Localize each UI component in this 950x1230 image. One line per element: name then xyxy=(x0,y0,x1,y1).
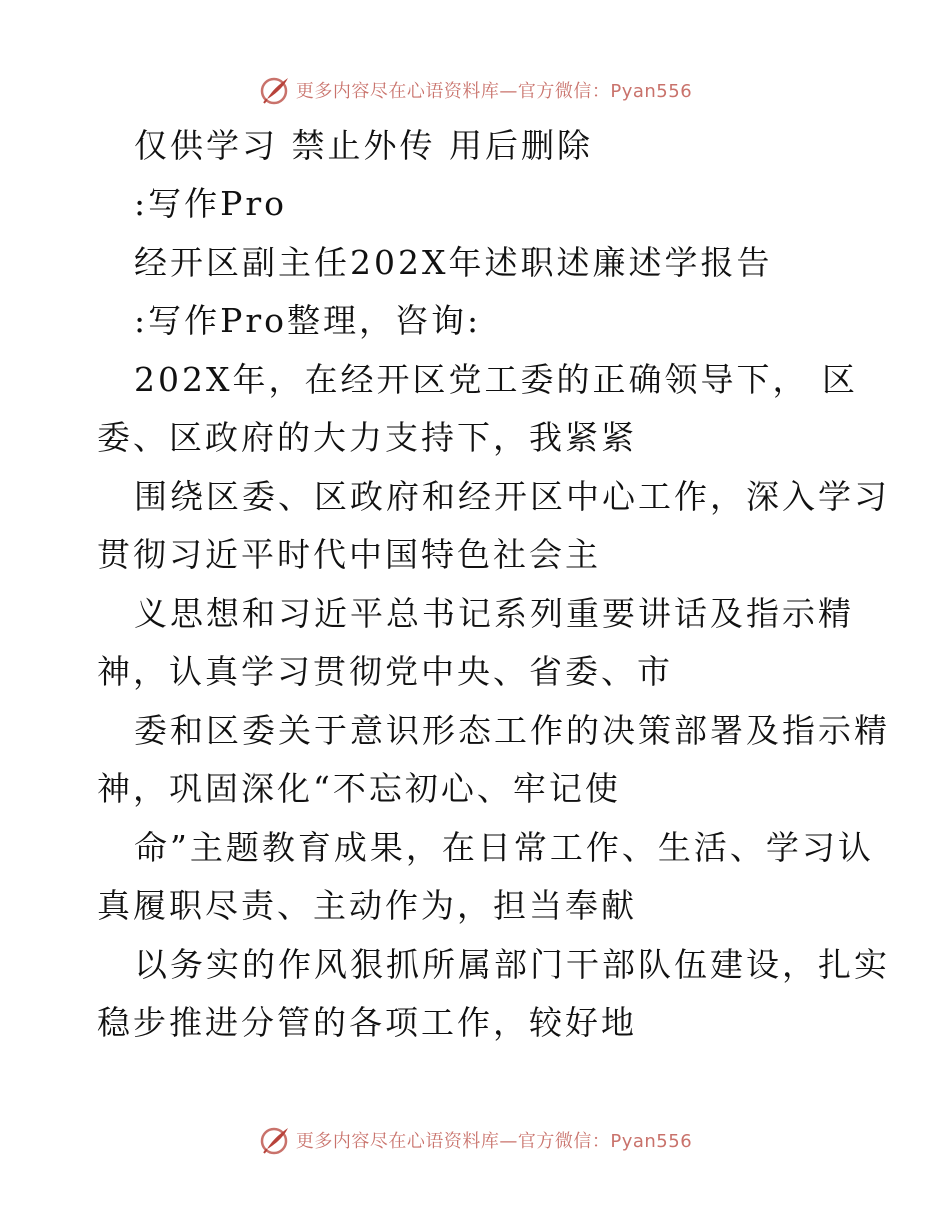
paragraph-line: 委、区政府的大力支持下，我紧紧 xyxy=(97,418,637,457)
author-line: :写作Pro xyxy=(134,184,287,223)
feather-quill-logo-icon xyxy=(258,1123,292,1157)
footer-watermark xyxy=(0,1120,950,1160)
paragraph-line: 稳步推进分管的各项工作，较好地 xyxy=(97,1003,637,1042)
watermark-text: 更多内容尽在心语资料库—官方微信：Pyan556 xyxy=(295,1131,693,1152)
paragraph-line: 202X年，在经开区党工委的正确领导下， 区 xyxy=(134,360,858,399)
header-watermark xyxy=(0,70,950,110)
paragraph-line: 义思想和习近平总书记系列重要讲话及指示精 xyxy=(134,594,854,633)
watermark-text: 更多内容尽在心语资料库—官方微信：Pyan556 xyxy=(295,81,693,102)
notice-line: 仅供学习 禁止外传 用后删除 xyxy=(134,126,593,165)
feather-quill-logo-icon xyxy=(258,73,292,107)
paragraph-line: 委和区委关于意识形态工作的决策部署及指示精 xyxy=(134,711,890,750)
paragraph-line: 神，巩固深化“不忘初心、牢记使 xyxy=(97,769,621,808)
paragraph-line: 以务实的作风狠抓所属部门干部队伍建设，扎实 xyxy=(134,945,890,984)
document-title: 经开区副主任202X年述职述廉述学报告 xyxy=(134,243,773,282)
editor-note-line: :写作Pro整理，咨询: xyxy=(134,301,482,340)
paragraph-line: 真履职尽责、主动作为，担当奉献 xyxy=(97,886,637,925)
paragraph-line: 神，认真学习贯彻党中央、省委、市 xyxy=(97,652,673,691)
paragraph-line: 围绕区委、区政府和经开区中心工作，深入学习 xyxy=(134,477,890,516)
paragraph-line: 贯彻习近平时代中国特色社会主 xyxy=(97,535,601,574)
paragraph-line: 命”主题教育成果，在日常工作、生活、学习认 xyxy=(134,828,874,867)
